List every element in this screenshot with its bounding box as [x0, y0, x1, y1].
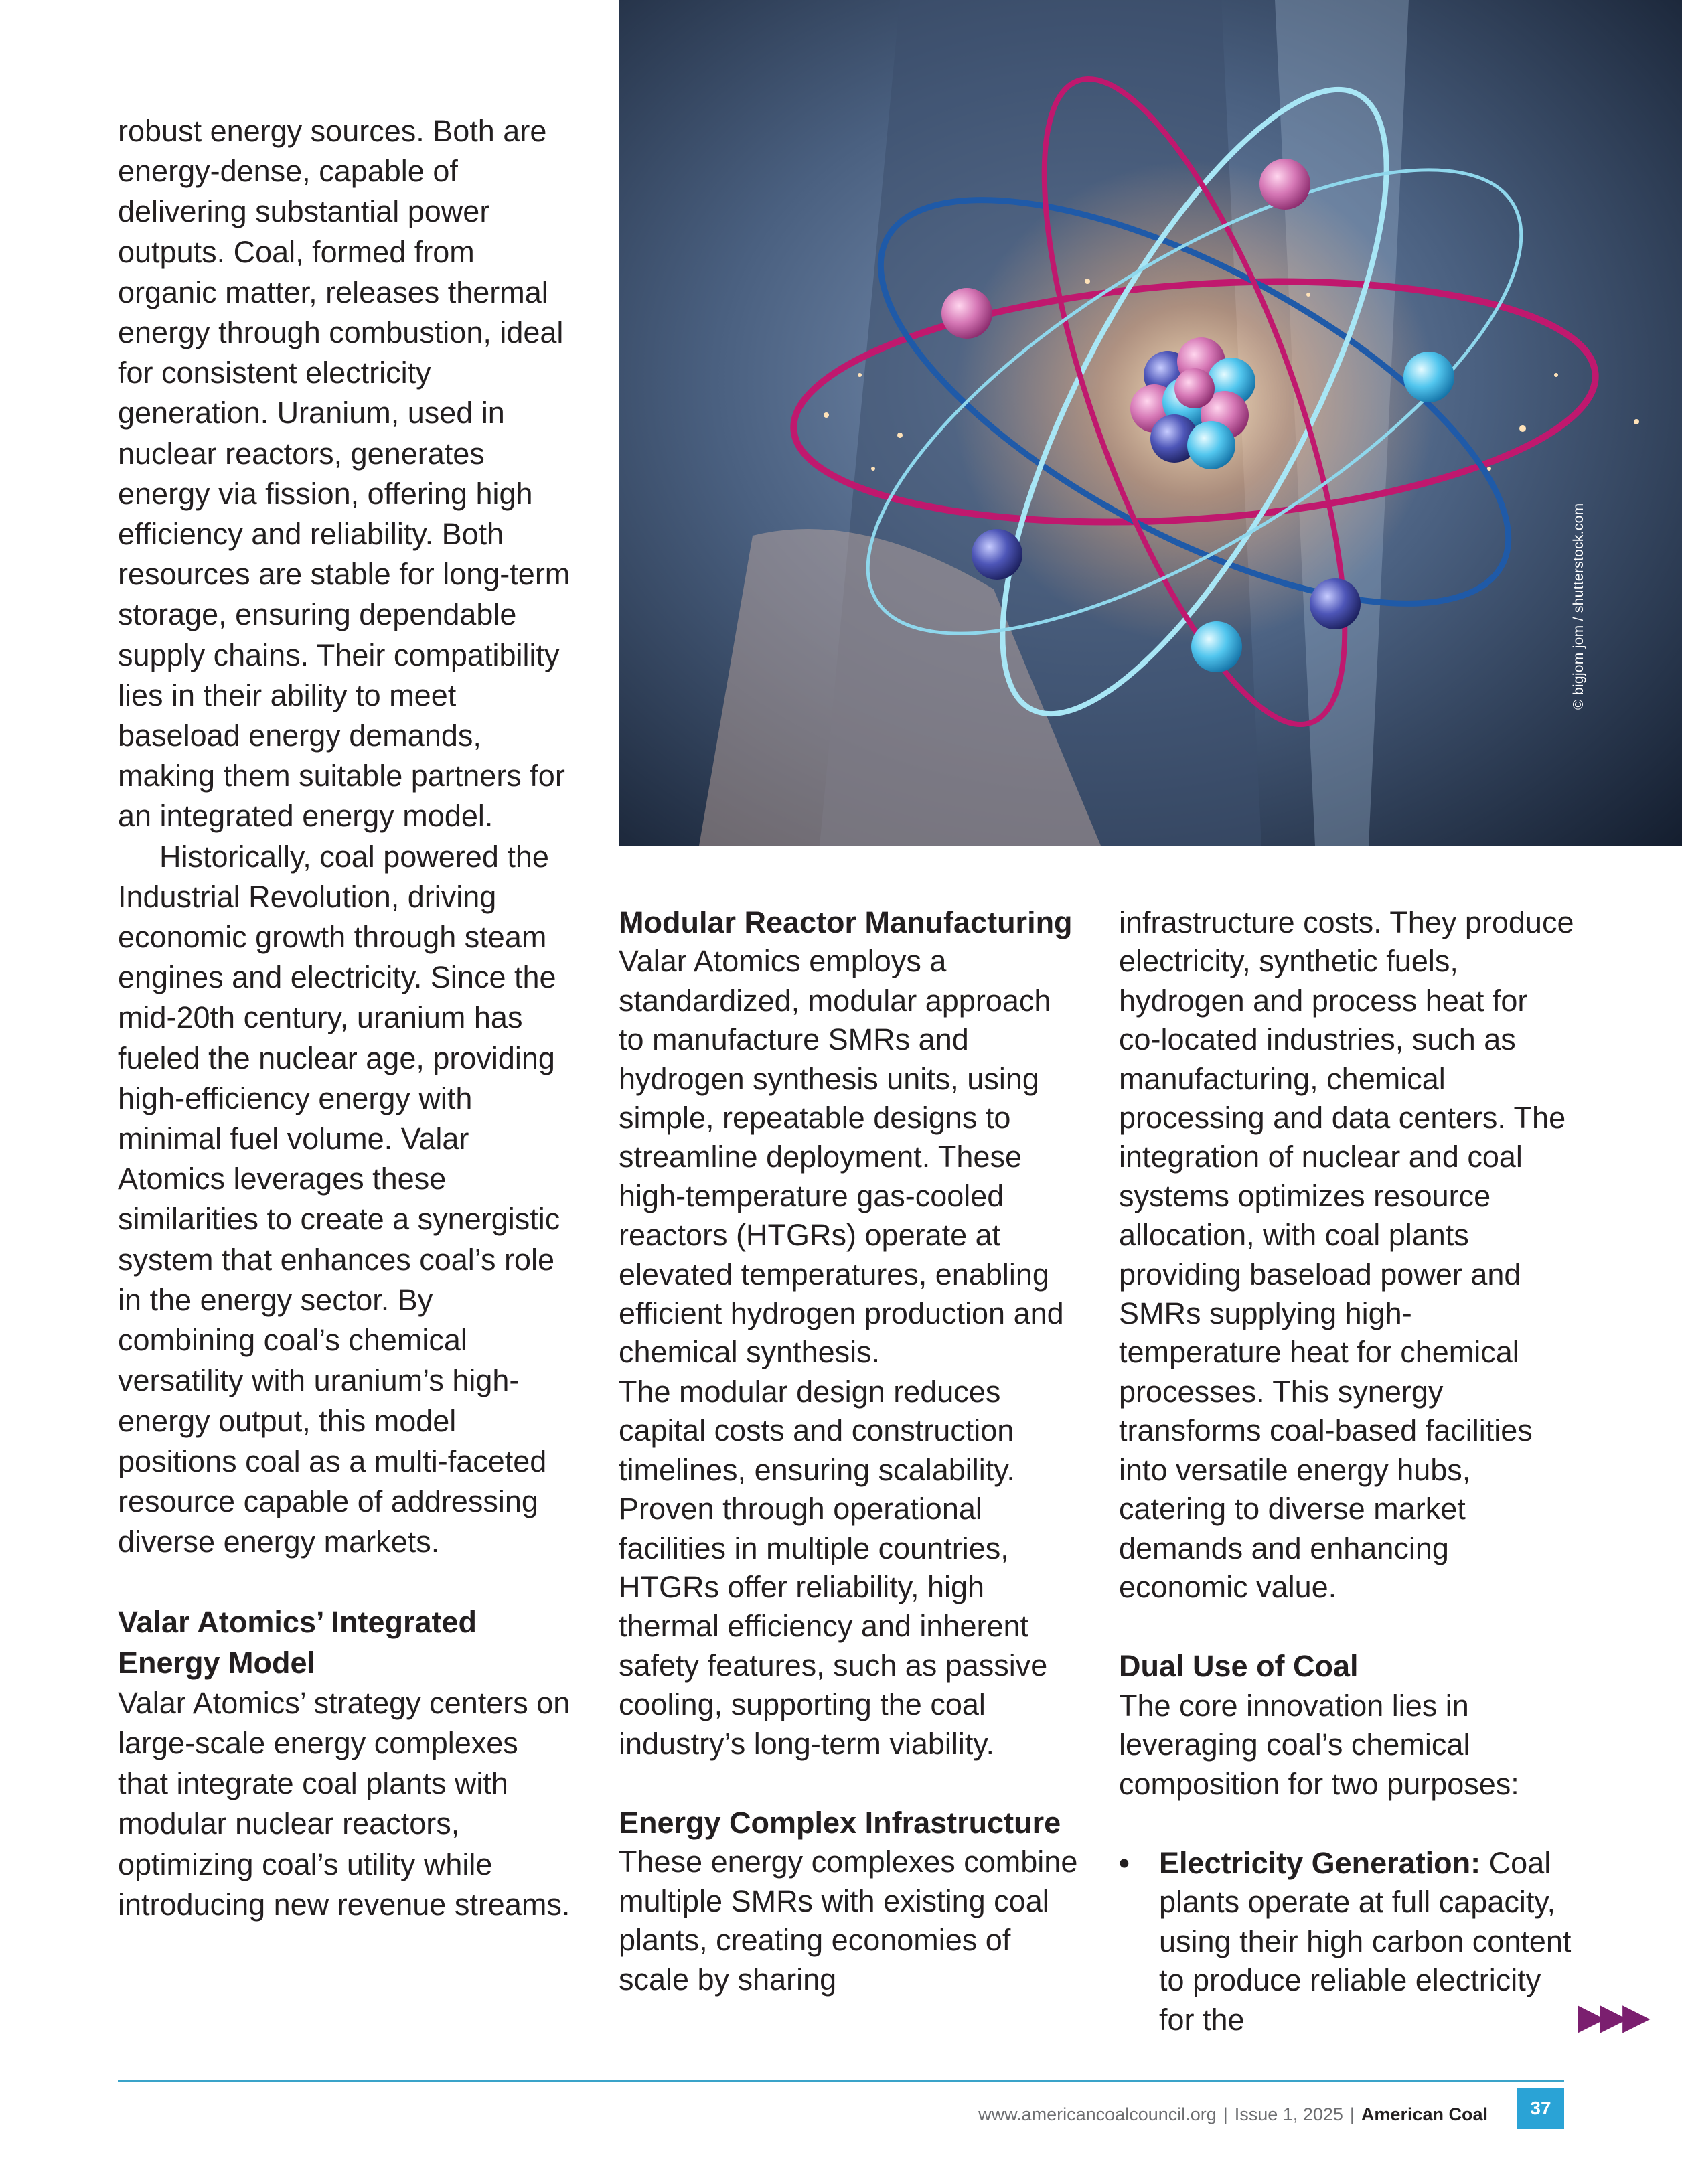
body-paragraph: The modular design reduces capital costs and construction timelines, ensuring scalability. Proven through operational facilities in multiple countries, HTGRs offer reliability, high thermal efficiency and inherent safety features, such as passive cooling, supporting the coal industry’s long-term viability. — [619, 1374, 1048, 1761]
section-heading: Energy Complex Infrastructure — [619, 1805, 1061, 1840]
footer-rule — [118, 2080, 1564, 2082]
body-paragraph: The core innovation lies in leveraging coal’s chemical composition for two purposes: — [1119, 1688, 1519, 1801]
article-column-1 — [118, 111, 573, 1925]
footer-brand: American Coal — [1361, 2104, 1488, 2124]
footer-separator: | — [1349, 2104, 1355, 2124]
page-footer — [978, 2102, 1488, 2126]
bullet-item — [1119, 1844, 1574, 2039]
body-paragraph: Valar Atomics employs a standardized, modular approach to manufacture SMRs and hydrogen synthesis units, using simple, repeatable designs to streamline deployment. These high-temperature gas-cooled reactors (HTGRs) operate at elevated temperatures, enabling efficient hydrogen production and chemical synthesis. — [619, 944, 1064, 1370]
continue-arrows-icon: ▶▶▶ — [1578, 1997, 1645, 2037]
section-heading: Modular Reactor Manufacturing — [619, 905, 1073, 939]
bullet-mark: • — [1119, 1845, 1130, 1880]
footer-separator: | — [1223, 2104, 1228, 2124]
photo-credit: © bigjom jom / shutterstock.com — [1571, 503, 1586, 710]
atom-hero-image — [619, 0, 1682, 846]
section-heading: Valar Atomics’ Integrated Energy Model — [118, 1605, 477, 1680]
footer-website: www.americancoalcouncil.org — [978, 2104, 1217, 2124]
bullet-title: Electricity Generation: — [1159, 1845, 1481, 1880]
body-paragraph: robust energy sources. Both are energy-dense, capable of delivering substantial power outputs. Coal, formed from organic matter, releases thermal energy through combustion, ideal for consistent electricity generation. Uranium, used in nuclear reactors, generates energy via fission, offering high efficiency and reliability. Both resources are stable for long-term storage, ensuring dependable supply chains. Their compatibility lies in their ability to meet baseload energy demands, making them suitable partners for an integrated energy model. — [118, 114, 570, 834]
footer-issue: Issue 1, 2025 — [1234, 2104, 1343, 2124]
body-paragraph: Historically, coal powered the Industrial Revolution, driving economic growth through steam engines and electricity. Since the mid-20th century, uranium has fueled the nuclear age, providing high-efficiency energy with minimal fuel volume. Valar Atomics leverages these similarities to create a synergistic system that enhances coal’s role in the energy sector. By combining coal’s chemical versatility with uranium’s high-energy output, this model positions coal as a multi-faceted resource capable of addressing diverse energy markets. — [118, 839, 560, 1559]
page-number: 37 — [1517, 2088, 1564, 2129]
article-column-2 — [619, 903, 1081, 1999]
body-paragraph: These energy complexes combine multiple SMRs with existing coal plants, creating economies of scale by sharing — [619, 1845, 1078, 1997]
body-paragraph: Valar Atomics’ strategy centers on large-scale energy complexes that integrate coal plants with modular nuclear reactors, optimizing coal’s utility while introducing new revenue streams. — [118, 1685, 570, 1922]
bullet-text: Coal plants operate at full capacity, using their high carbon content to produce reliable electricity for the — [1159, 1845, 1572, 2037]
body-paragraph: infrastructure costs. They produce electricity, synthetic fuels, hydrogen and process heat for co-located industries, such as manufacturing, chemical processing and data centers. The integration of nuclear and coal systems optimizes resource allocation, with coal plants providing baseload power and SMRs supplying high-temperature heat for chemical processes. This synergy transforms coal-based facilities into versatile energy hubs, catering to diverse market demands and enhancing economic value. — [1119, 905, 1574, 1604]
article-column-3 — [1119, 903, 1574, 2039]
section-heading: Dual Use of Coal — [1119, 1649, 1359, 1684]
